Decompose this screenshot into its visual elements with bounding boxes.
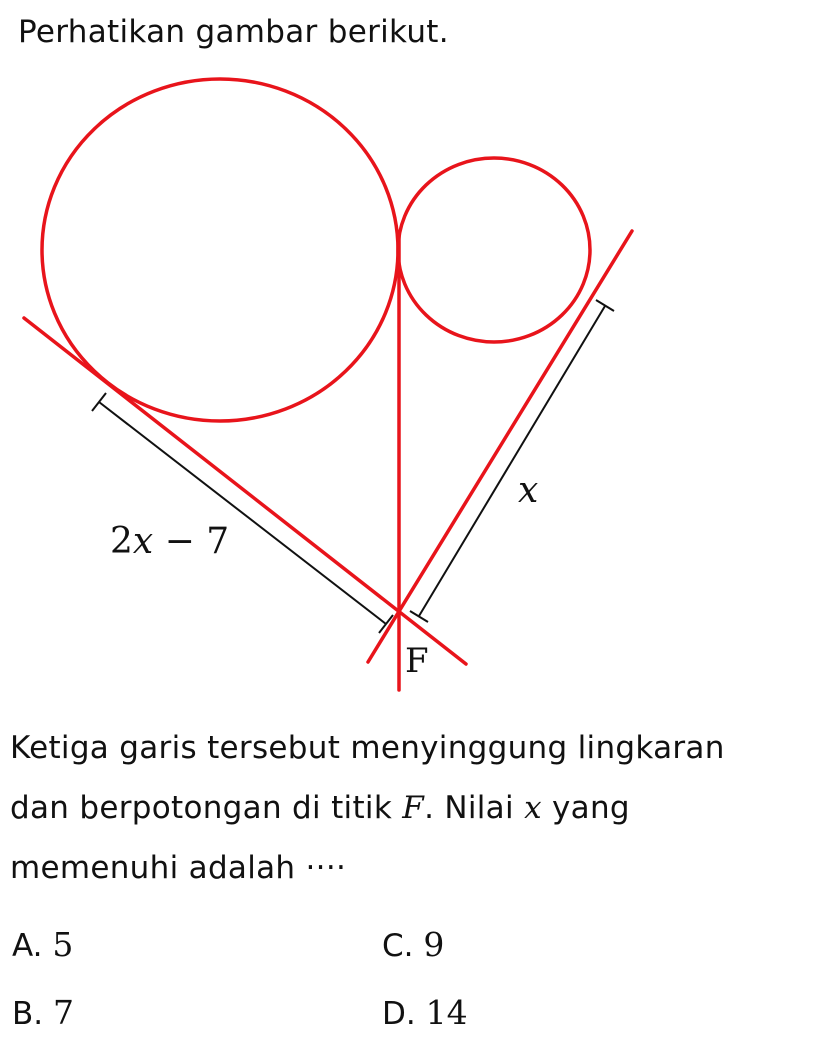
question-line-3: memenuhi adalah ···· [10, 850, 347, 886]
option-letter: B. [12, 996, 44, 1032]
dimension-line-right [419, 306, 605, 616]
question-line-2: dan berpotongan di titik F. Nilai x yang [10, 790, 630, 826]
answer-options [12, 915, 772, 1055]
option-letter: A. [12, 928, 43, 964]
point-f-symbol: F [402, 790, 425, 826]
option-value: 14 [425, 993, 468, 1032]
option-letter: C. [382, 928, 414, 964]
dimension-tick-right-top [596, 300, 614, 311]
large-circle [42, 79, 398, 421]
option-a[interactable] [12, 925, 73, 966]
option-value: 7 [52, 993, 74, 1032]
dimension-line-left [99, 402, 386, 624]
question-text [10, 718, 830, 898]
option-value: 5 [52, 925, 74, 964]
label-tangent-left: 2x − 7 [110, 521, 230, 562]
option-b[interactable] [12, 993, 74, 1034]
option-c[interactable] [382, 925, 444, 966]
intro-text: Perhatikan gambar berikut. [18, 14, 449, 50]
label-tangent-right: x [518, 470, 539, 511]
label-point-f: F [405, 641, 429, 681]
x-symbol: x [524, 790, 542, 826]
dimension-tick-left-top [92, 393, 106, 411]
option-letter: D. [382, 996, 416, 1032]
option-value: 9 [423, 925, 445, 964]
small-circle [398, 158, 590, 342]
option-d[interactable] [382, 993, 468, 1034]
question-line-1: Ketiga garis tersebut menyinggung lingkaran [10, 730, 725, 766]
tangent-line-right [368, 231, 632, 662]
